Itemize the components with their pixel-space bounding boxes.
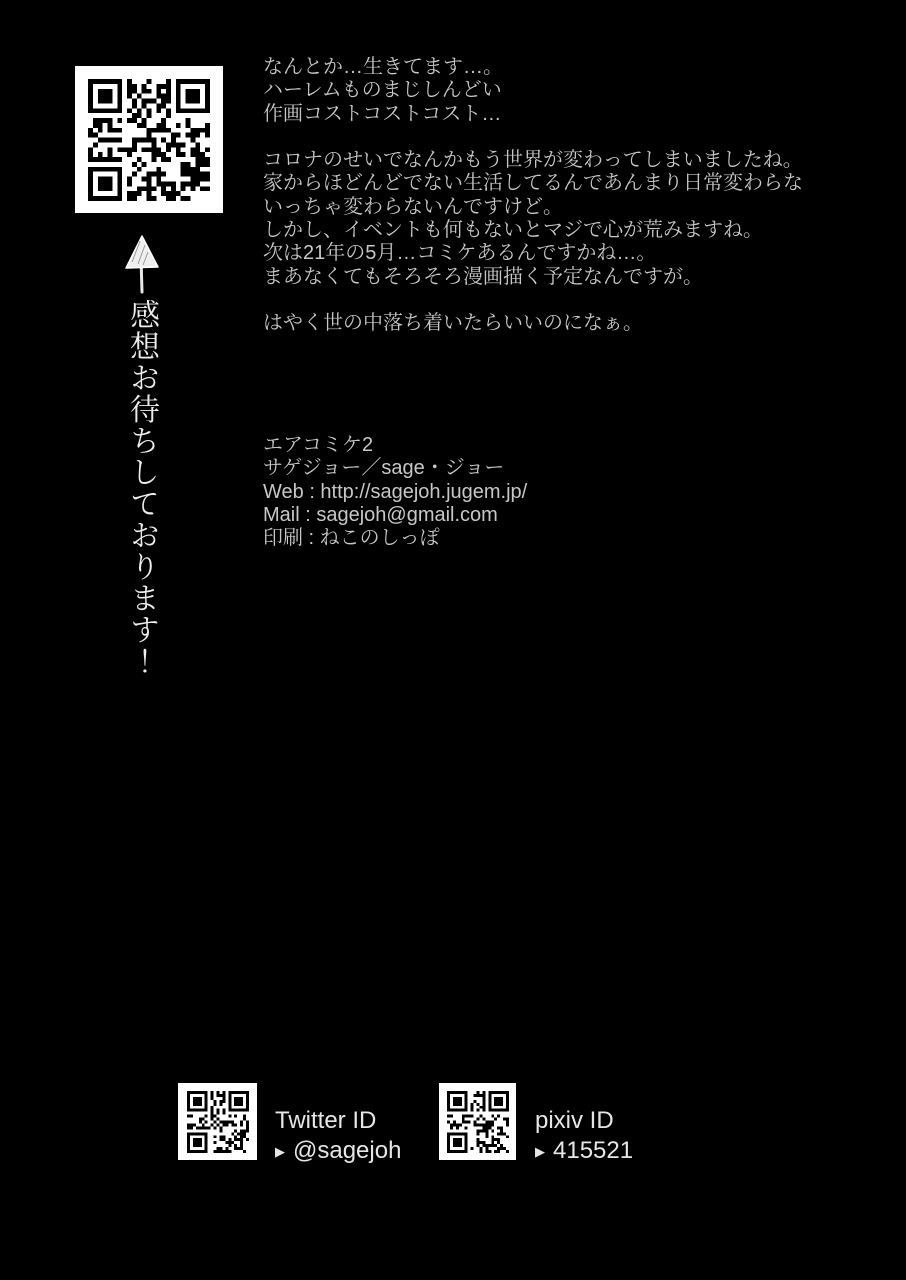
- qr-pattern: [187, 1091, 249, 1153]
- text-line: ハーレムものまじしんどい: [263, 79, 502, 102]
- triangle-bullet-icon: ▶: [275, 1144, 285, 1159]
- text-line: なんとか…生きてます…。: [263, 56, 503, 78]
- up-arrow-icon: [118, 232, 164, 296]
- pixiv-id-label: pixiv ID: [535, 1107, 614, 1134]
- text-line: はやく世の中落ち着いたらいいのになぁ。: [263, 312, 643, 335]
- pixiv-info: [535, 1107, 633, 1164]
- text-line: Mail : sagejoh@gmail.com: [263, 503, 498, 526]
- twitter-qr-code: [178, 1083, 257, 1160]
- pixiv-qr-code: [439, 1083, 516, 1160]
- text-line: 印刷 : ねこのしっぽ: [263, 527, 440, 550]
- pixiv-id-row: [535, 1137, 633, 1164]
- text-line: [263, 289, 803, 312]
- twitter-info: [275, 1107, 401, 1164]
- twitter-handle: @sagejoh: [293, 1137, 402, 1164]
- credits-block: [263, 434, 527, 550]
- text-line: 作画コストコストコスト…: [263, 102, 502, 125]
- text-line: コロナのせいでなんかもう世界が変わってしまいましたね。: [263, 149, 803, 172]
- text-line: まあなくてもそろそろ漫画描く予定なんですが。: [263, 265, 703, 288]
- qr-pattern: [88, 79, 210, 201]
- feedback-qr-code: [75, 66, 223, 213]
- afterword-text: [263, 56, 803, 336]
- triangle-bullet-icon: ▶: [535, 1144, 545, 1159]
- text-line: 家からほどんどでない生活してるんであんまり日常変わらな: [263, 172, 803, 195]
- text-line: エアコミケ2: [263, 434, 374, 456]
- text-line: しかし、イベントも何もないとマジで心が荒みますね。: [263, 219, 763, 242]
- text-line: サゲジョー／sage・ジョー: [263, 457, 505, 480]
- twitter-handle-row: [275, 1137, 401, 1164]
- pixiv-id-value: 415521: [553, 1137, 634, 1164]
- feedback-request-vertical-text: 感想お待ちしております！: [125, 299, 158, 677]
- text-line: [263, 126, 803, 149]
- text-line: Web : http://sagejoh.jugem.jp/: [263, 480, 528, 503]
- twitter-id-label: Twitter ID: [275, 1107, 377, 1134]
- text-line: いっちゃ変わらないんですけど。: [263, 195, 563, 218]
- qr-pattern: [447, 1091, 509, 1153]
- text-line: 次は21年の5月…コミケあるんですかね…。: [263, 242, 657, 265]
